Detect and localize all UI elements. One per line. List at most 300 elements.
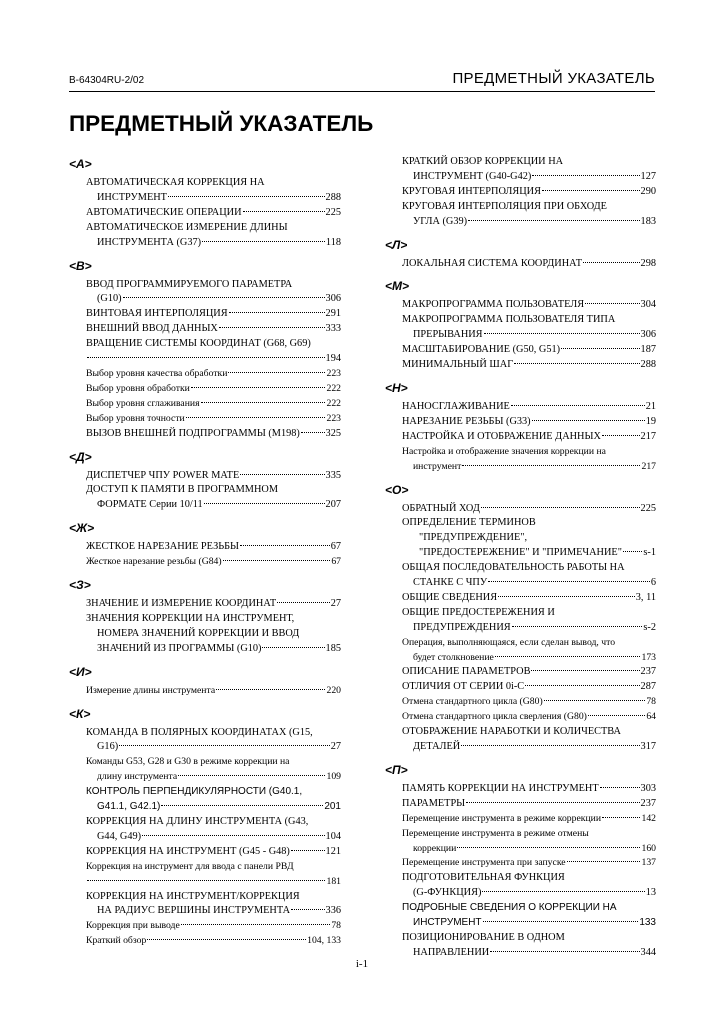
page-ref: 298 <box>640 257 656 269</box>
dot-leader <box>243 211 325 212</box>
entry-text: ОПРЕДЕЛЕНИЕ ТЕРМИНОВ <box>402 517 536 529</box>
index-entry <box>86 278 341 308</box>
index-entry <box>86 382 341 397</box>
entry-text: Отмена стандартного цикла (G80) <box>402 696 543 708</box>
entry-line <box>86 919 341 934</box>
page-ref: 173 <box>641 651 656 663</box>
entry-text: ПАРАМЕТРЫ <box>402 797 466 809</box>
document-code: B-64304RU-2/02 <box>69 75 145 86</box>
dot-leader <box>291 850 325 851</box>
entry-line <box>86 483 341 498</box>
section-letter: <И> <box>69 664 92 679</box>
entry-line <box>86 540 341 555</box>
entry-line <box>86 860 341 875</box>
page-ref: 78 <box>646 696 656 708</box>
dot-leader <box>457 847 640 848</box>
index-section <box>69 155 341 251</box>
dot-leader <box>201 402 326 403</box>
page-ref: 19 <box>645 415 656 427</box>
entry-text: будет столкновение <box>413 651 494 663</box>
dot-leader <box>583 262 640 263</box>
page-ref: 160 <box>641 842 656 854</box>
page-ref: 333 <box>325 323 341 335</box>
index-entry <box>402 298 656 313</box>
index-entry <box>402 665 656 680</box>
dot-leader <box>228 372 325 373</box>
page-ref: 201 <box>324 801 341 813</box>
entry-text: ИНСТРУМЕНТ <box>413 917 482 929</box>
entry-text: КРАТКИЙ ОБЗОР КОРРЕКЦИИ НА <box>402 156 564 167</box>
index-section <box>69 705 341 950</box>
entry-line <box>402 546 656 561</box>
index-entry <box>402 516 656 561</box>
index-entry <box>402 636 656 666</box>
index-entry <box>86 934 341 949</box>
entry-line <box>402 445 656 460</box>
dot-leader <box>488 581 650 582</box>
entry-text: ВРАЩЕНИЕ СИСТЕМЫ КООРДИНАТ (G68, G69) <box>86 338 311 350</box>
entry-line <box>402 343 656 358</box>
index-entry <box>86 726 341 756</box>
entry-line <box>402 886 656 901</box>
index-entry <box>402 782 656 797</box>
dot-leader <box>567 861 641 862</box>
entry-text: (G-ФУНКЦИЯ) <box>413 887 482 899</box>
entry-text: Выбор уровня качества обработки <box>86 367 228 379</box>
page-ref: 181 <box>326 875 341 887</box>
page-ref: 225 <box>325 206 341 218</box>
entry-line <box>402 916 656 931</box>
entry-text: НАПРАВЛЕНИИ <box>413 946 490 958</box>
index-entry <box>402 185 656 200</box>
index-entry <box>86 469 341 484</box>
index-entry <box>86 890 341 920</box>
index-entry <box>86 845 341 860</box>
entry-text: ЖЕСТКОЕ НАРЕЗАНИЕ РЕЗЬБЫ <box>86 541 240 553</box>
entry-text: НАНОСГЛАЖИВАНИЕ <box>402 400 510 412</box>
entry-text: ПРЕРЫВАНИЯ <box>413 329 483 341</box>
index-section <box>69 663 341 699</box>
entry-line <box>402 155 656 170</box>
index-entry <box>402 591 656 606</box>
entry-line <box>402 827 656 842</box>
index-entry <box>402 430 656 445</box>
entry-line <box>402 695 656 710</box>
entry-line <box>402 415 656 430</box>
entry-text: ПОДГОТОВИТЕЛЬНАЯ ФУНКЦИЯ <box>402 872 565 884</box>
dot-leader <box>495 656 641 657</box>
entry-line <box>402 185 656 200</box>
page-ref: 185 <box>325 642 341 654</box>
entry-line <box>402 200 656 215</box>
entry-text: АВТОМАТИЧЕСКОЕ ИЗМЕРЕНИЕ ДЛИНЫ <box>86 221 288 233</box>
dot-leader <box>147 939 306 940</box>
entry-line <box>86 498 341 513</box>
page-ref: 104, 133 <box>307 935 341 947</box>
index-entry <box>402 827 656 857</box>
entry-line <box>402 400 656 415</box>
page-ref: 222 <box>326 382 341 394</box>
page-ref: 137 <box>641 857 656 869</box>
dot-leader <box>186 417 326 418</box>
page-title: ПРЕДМЕТНЫЙ УКАЗАТЕЛЬ <box>69 111 374 136</box>
index-entry <box>86 860 341 890</box>
index-entry <box>402 155 656 185</box>
entry-line <box>86 904 341 919</box>
entry-text: G16) <box>97 741 119 753</box>
section-letter: <Ж> <box>69 521 95 536</box>
page-ref: 194 <box>325 353 341 365</box>
index-section <box>385 236 656 272</box>
entry-line <box>402 576 656 591</box>
entry-line <box>402 516 656 531</box>
page-ref: 6 <box>650 577 656 589</box>
dot-leader <box>216 689 325 690</box>
entry-line <box>86 597 341 612</box>
entry-line <box>86 755 341 770</box>
page-ref: 118 <box>325 236 341 248</box>
index-entry <box>86 755 341 785</box>
entry-line <box>86 875 341 890</box>
entry-text: ОПИСАНИЕ ПАРАМЕТРОВ <box>402 666 531 678</box>
entry-line <box>402 502 656 517</box>
entry-text: Операция, выполняющаяся, если сделан вывод, что <box>402 636 616 648</box>
dot-leader <box>482 891 644 892</box>
dot-leader <box>123 297 325 298</box>
index-entry <box>86 206 341 221</box>
entry-line <box>402 257 656 272</box>
entry-text: ОБРАТНЫЙ ХОД <box>402 502 480 514</box>
index-entry <box>402 313 656 343</box>
entry-line <box>86 191 341 206</box>
entry-text: КОНТРОЛЬ ПЕРПЕНДИКУЛЯРНОСТИ (G40.1, <box>86 786 303 798</box>
dot-leader <box>484 333 640 334</box>
page-ref: 223 <box>326 367 341 379</box>
entry-text: НАСТРОЙКА И ОТОБРАЖЕНИЕ ДАННЫХ <box>402 430 601 442</box>
entry-line <box>86 770 341 785</box>
entry-text: МАКРОПРОГРАММА ПОЛЬЗОВАТЕЛЯ <box>402 299 585 311</box>
entry-line <box>402 871 656 886</box>
entry-text: КРУГОВАЯ ИНТЕРПОЛЯЦИЯ ПРИ ОБХОДЕ <box>402 200 607 212</box>
entry-line <box>402 215 656 230</box>
entry-line <box>402 636 656 651</box>
entry-line <box>86 726 341 741</box>
dot-leader <box>204 503 325 504</box>
index-entry <box>402 561 656 591</box>
index-entry <box>402 695 656 710</box>
page-ref: 237 <box>640 666 656 678</box>
entry-text: ВНЕШНИЙ ВВОД ДАННЫХ <box>86 323 218 335</box>
entry-text: Перемещение инструмента в режиме коррекции <box>402 812 602 824</box>
page-ref: 222 <box>326 397 341 409</box>
entry-line <box>402 561 656 576</box>
index-entry <box>86 307 341 322</box>
entry-text: АВТОМАТИЧЕСКАЯ КОРРЕКЦИЯ НА <box>86 177 265 188</box>
dot-leader <box>142 835 325 836</box>
entry-line <box>402 931 656 946</box>
entry-line <box>86 800 341 815</box>
entry-text: ПАМЯТЬ КОРРЕКЦИИ НА ИНСТРУМЕНТ <box>402 782 599 794</box>
entry-line <box>86 845 341 860</box>
dot-leader <box>531 670 639 671</box>
index-entry <box>86 322 341 337</box>
entry-line <box>86 890 341 905</box>
entry-text: Настройка и отображение значения коррекции на <box>402 445 606 457</box>
entry-text: Перемещение инструмента в режиме отмены <box>402 827 589 839</box>
entry-text: ИНСТРУМЕНТ (G40-G42) <box>413 170 532 182</box>
dot-leader <box>602 435 640 436</box>
index-section <box>69 257 341 442</box>
page-ref: 217 <box>641 460 656 472</box>
page-ref: 225 <box>640 502 656 514</box>
entry-line <box>86 367 341 382</box>
entry-line <box>86 206 341 221</box>
page-ref: 288 <box>640 359 656 371</box>
dot-leader <box>87 880 325 881</box>
dot-leader <box>119 745 330 746</box>
entry-text: ПОЗИЦИОНИРОВАНИЕ В ОДНОМ <box>402 931 565 943</box>
entry-line <box>402 328 656 343</box>
page-ref: 288 <box>325 191 341 203</box>
entry-line <box>86 934 341 949</box>
dot-leader <box>161 805 323 806</box>
entry-text: Выбор уровня точности <box>86 412 185 424</box>
page-ref: 344 <box>640 946 656 958</box>
index-entry <box>86 221 341 251</box>
entry-text: Выбор уровня обработки <box>86 382 190 394</box>
page-ref: 220 <box>326 684 341 696</box>
entry-text: КОМАНДА В ПОЛЯРНЫХ КООРДИНАТАХ (G15, <box>86 726 313 738</box>
index-entry <box>402 343 656 358</box>
dot-leader <box>481 507 640 508</box>
entry-text: НА РАДИУС ВЕРШИНЫ ИНСТРУМЕНТА <box>97 905 291 917</box>
index-section <box>385 277 656 373</box>
entry-text: ВВОД ПРОГРАММИРУЕМОГО ПАРАМЕТРА <box>86 278 293 290</box>
section-letter: <П> <box>385 762 408 777</box>
entry-text: инструмент <box>413 460 462 472</box>
running-header-title: ПРЕДМЕТНЫЙ УКАЗАТЕЛЬ <box>452 70 655 87</box>
page-ref: 336 <box>325 905 341 917</box>
entry-text: МАСШТАБИРОВАНИЕ (G50, G51) <box>402 344 561 356</box>
dot-leader <box>178 775 325 776</box>
entry-line <box>86 612 341 627</box>
dot-leader <box>87 357 325 358</box>
section-letter: <Д> <box>69 449 92 464</box>
dot-leader <box>483 921 639 922</box>
entry-line <box>402 782 656 797</box>
dot-leader <box>202 241 325 242</box>
entry-text: ФОРМАТЕ Серии 10/11 <box>97 499 203 511</box>
entry-line <box>86 555 341 570</box>
entry-text: ВИНТОВАЯ ИНТЕРПОЛЯЦИЯ <box>86 308 228 320</box>
index-column-left <box>69 155 341 955</box>
dot-leader <box>181 924 331 925</box>
dot-leader <box>191 387 326 388</box>
index-entry <box>402 871 656 901</box>
section-letter: <Л> <box>385 237 408 252</box>
page-ref: s-2 <box>643 621 656 633</box>
dot-leader <box>301 432 325 433</box>
entry-line <box>86 815 341 830</box>
index-entry <box>86 412 341 427</box>
section-letter: <В> <box>69 258 92 273</box>
entry-line <box>86 322 341 337</box>
entry-line <box>402 680 656 695</box>
dot-leader <box>588 715 645 716</box>
page-ref: 306 <box>640 329 656 341</box>
entry-text: Команды G53, G28 и G30 в режиме коррекции на <box>86 756 290 768</box>
index-section <box>385 481 656 755</box>
entry-text: "ПРЕДОСТЕРЕЖЕНИЕ" И "ПРИМЕЧАНИЕ" <box>419 547 622 559</box>
index-entry <box>402 725 656 755</box>
entry-text: КОРРЕКЦИЯ НА ДЛИНУ ИНСТРУМЕНТА (G43, <box>86 816 309 827</box>
index-section <box>69 448 341 514</box>
entry-text: АВТОМАТИЧЕСКИЕ ОПЕРАЦИИ <box>86 206 242 218</box>
entry-line <box>86 627 341 642</box>
entry-line <box>402 856 656 871</box>
entry-text: G44, G49) <box>97 830 142 842</box>
dot-leader <box>585 303 639 304</box>
entry-text: Коррекция на инструмент для ввода с панели РВД <box>86 860 294 872</box>
dot-leader <box>561 348 639 349</box>
section-letter: <З> <box>69 578 91 593</box>
page-ref: 183 <box>640 215 656 227</box>
section-letter: <Н> <box>385 380 408 395</box>
entry-line <box>86 427 341 442</box>
entry-text: Измерение длины инструмента <box>86 684 216 696</box>
entry-line <box>402 591 656 606</box>
dot-leader <box>600 787 640 788</box>
page-ref: s-1 <box>643 547 656 559</box>
entry-text: Коррекция при выводе <box>86 920 180 932</box>
page-number: i-1 <box>355 958 369 970</box>
entry-line <box>402 740 656 755</box>
page-ref: 78 <box>331 920 341 932</box>
dot-leader <box>462 465 640 466</box>
page-ref: 104 <box>325 830 341 842</box>
index-entry <box>402 415 656 430</box>
dot-leader <box>262 647 324 648</box>
index-entry <box>86 337 341 367</box>
page-ref: 217 <box>640 430 656 442</box>
page-ref: 127 <box>640 170 656 182</box>
entry-line <box>86 785 341 800</box>
entry-text: ПРЕДУПРЕЖДЕНИЯ <box>413 621 511 633</box>
page-ref: 304 <box>640 299 656 311</box>
entry-text: ОБЩИЕ СВЕДЕНИЯ <box>402 591 498 603</box>
section-letter: <М> <box>385 279 410 294</box>
entry-line <box>86 740 341 755</box>
entry-line <box>402 725 656 740</box>
dot-leader <box>542 190 640 191</box>
entry-line <box>86 176 341 191</box>
entry-line <box>402 901 656 916</box>
dot-leader <box>490 951 639 952</box>
index-entry <box>86 597 341 612</box>
entry-line <box>402 358 656 373</box>
dot-leader <box>168 196 325 197</box>
entry-text: СТАНКЕ С ЧПУ <box>413 577 488 589</box>
dot-leader <box>219 327 325 328</box>
entry-text: НАРЕЗАНИЕ РЕЗЬБЫ (G33) <box>402 415 531 427</box>
entry-text: (G10) <box>97 293 122 305</box>
entry-line <box>402 460 656 475</box>
dot-leader <box>461 745 639 746</box>
page-ref: 67 <box>330 541 341 553</box>
page-ref: 27 <box>330 598 341 610</box>
index-entry <box>86 919 341 934</box>
page-ref: 67 <box>331 556 341 568</box>
entry-line <box>402 710 656 725</box>
entry-line <box>402 298 656 313</box>
index-entry <box>402 931 656 961</box>
index-entry <box>402 606 656 636</box>
page-ref: 223 <box>326 412 341 424</box>
dot-leader <box>277 602 330 603</box>
entry-text: Выбор уровня сглаживания <box>86 397 200 409</box>
entry-text: КРУГОВАЯ ИНТЕРПОЛЯЦИЯ <box>402 185 541 197</box>
index-section <box>385 761 656 961</box>
index-entry <box>86 684 341 699</box>
index-entry <box>86 176 341 206</box>
index-entry <box>402 710 656 725</box>
index-entry <box>86 367 341 382</box>
entry-line <box>402 842 656 857</box>
index-section <box>385 379 656 475</box>
entry-text: коррекции <box>413 842 457 854</box>
page-ref: 291 <box>325 308 341 320</box>
index-section <box>69 519 341 570</box>
entry-line <box>402 430 656 445</box>
dot-leader <box>498 596 635 597</box>
entry-text: ОБЩИЕ ПРЕДОСТЕРЕЖЕНИЯ И <box>402 606 555 618</box>
entry-text: Краткий обзор <box>86 935 147 947</box>
index-entry <box>402 358 656 373</box>
page-ref: 306 <box>325 293 341 305</box>
dot-leader <box>468 220 639 221</box>
index-entry <box>402 901 656 931</box>
index-entry <box>86 397 341 412</box>
entry-text: ПОДРОБНЫЕ СВЕДЕНИЯ О КОРРЕКЦИИ НА <box>402 902 617 914</box>
entry-line <box>86 292 341 307</box>
entry-line <box>86 307 341 322</box>
index-entry <box>402 797 656 812</box>
index-entry <box>402 812 656 827</box>
index-entry <box>402 856 656 871</box>
page-ref: 121 <box>325 845 341 857</box>
entry-text: ДЕТАЛЕЙ <box>413 741 461 752</box>
dot-leader <box>291 909 324 910</box>
entry-text: УГЛА (G39) <box>413 215 468 227</box>
index-column-right <box>385 155 656 967</box>
entry-text: ИНСТРУМЕНТА (G37) <box>97 236 202 248</box>
page-ref: 13 <box>645 887 656 899</box>
page-ref: 133 <box>639 917 656 929</box>
index-entry <box>86 427 341 442</box>
entry-text: МАКРОПРОГРАММА ПОЛЬЗОВАТЕЛЯ ТИПА <box>402 314 616 326</box>
entry-line <box>86 337 341 352</box>
entry-line <box>86 469 341 484</box>
index-section <box>385 155 656 230</box>
entry-text: G41.1, G42.1) <box>97 801 161 813</box>
index-entry <box>86 612 341 657</box>
entry-text: ИНСТРУМЕНТ <box>97 191 167 203</box>
page-ref: 187 <box>640 344 656 356</box>
entry-text: ДОСТУП К ПАМЯТИ В ПРОГРАММНОМ <box>86 484 278 496</box>
dot-leader <box>229 312 325 313</box>
entry-text: ЗНАЧЕНИЯ КОРРЕКЦИИ НА ИНСТРУМЕНТ, <box>86 612 295 624</box>
entry-text: Перемещение инструмента при запуске <box>402 857 566 869</box>
